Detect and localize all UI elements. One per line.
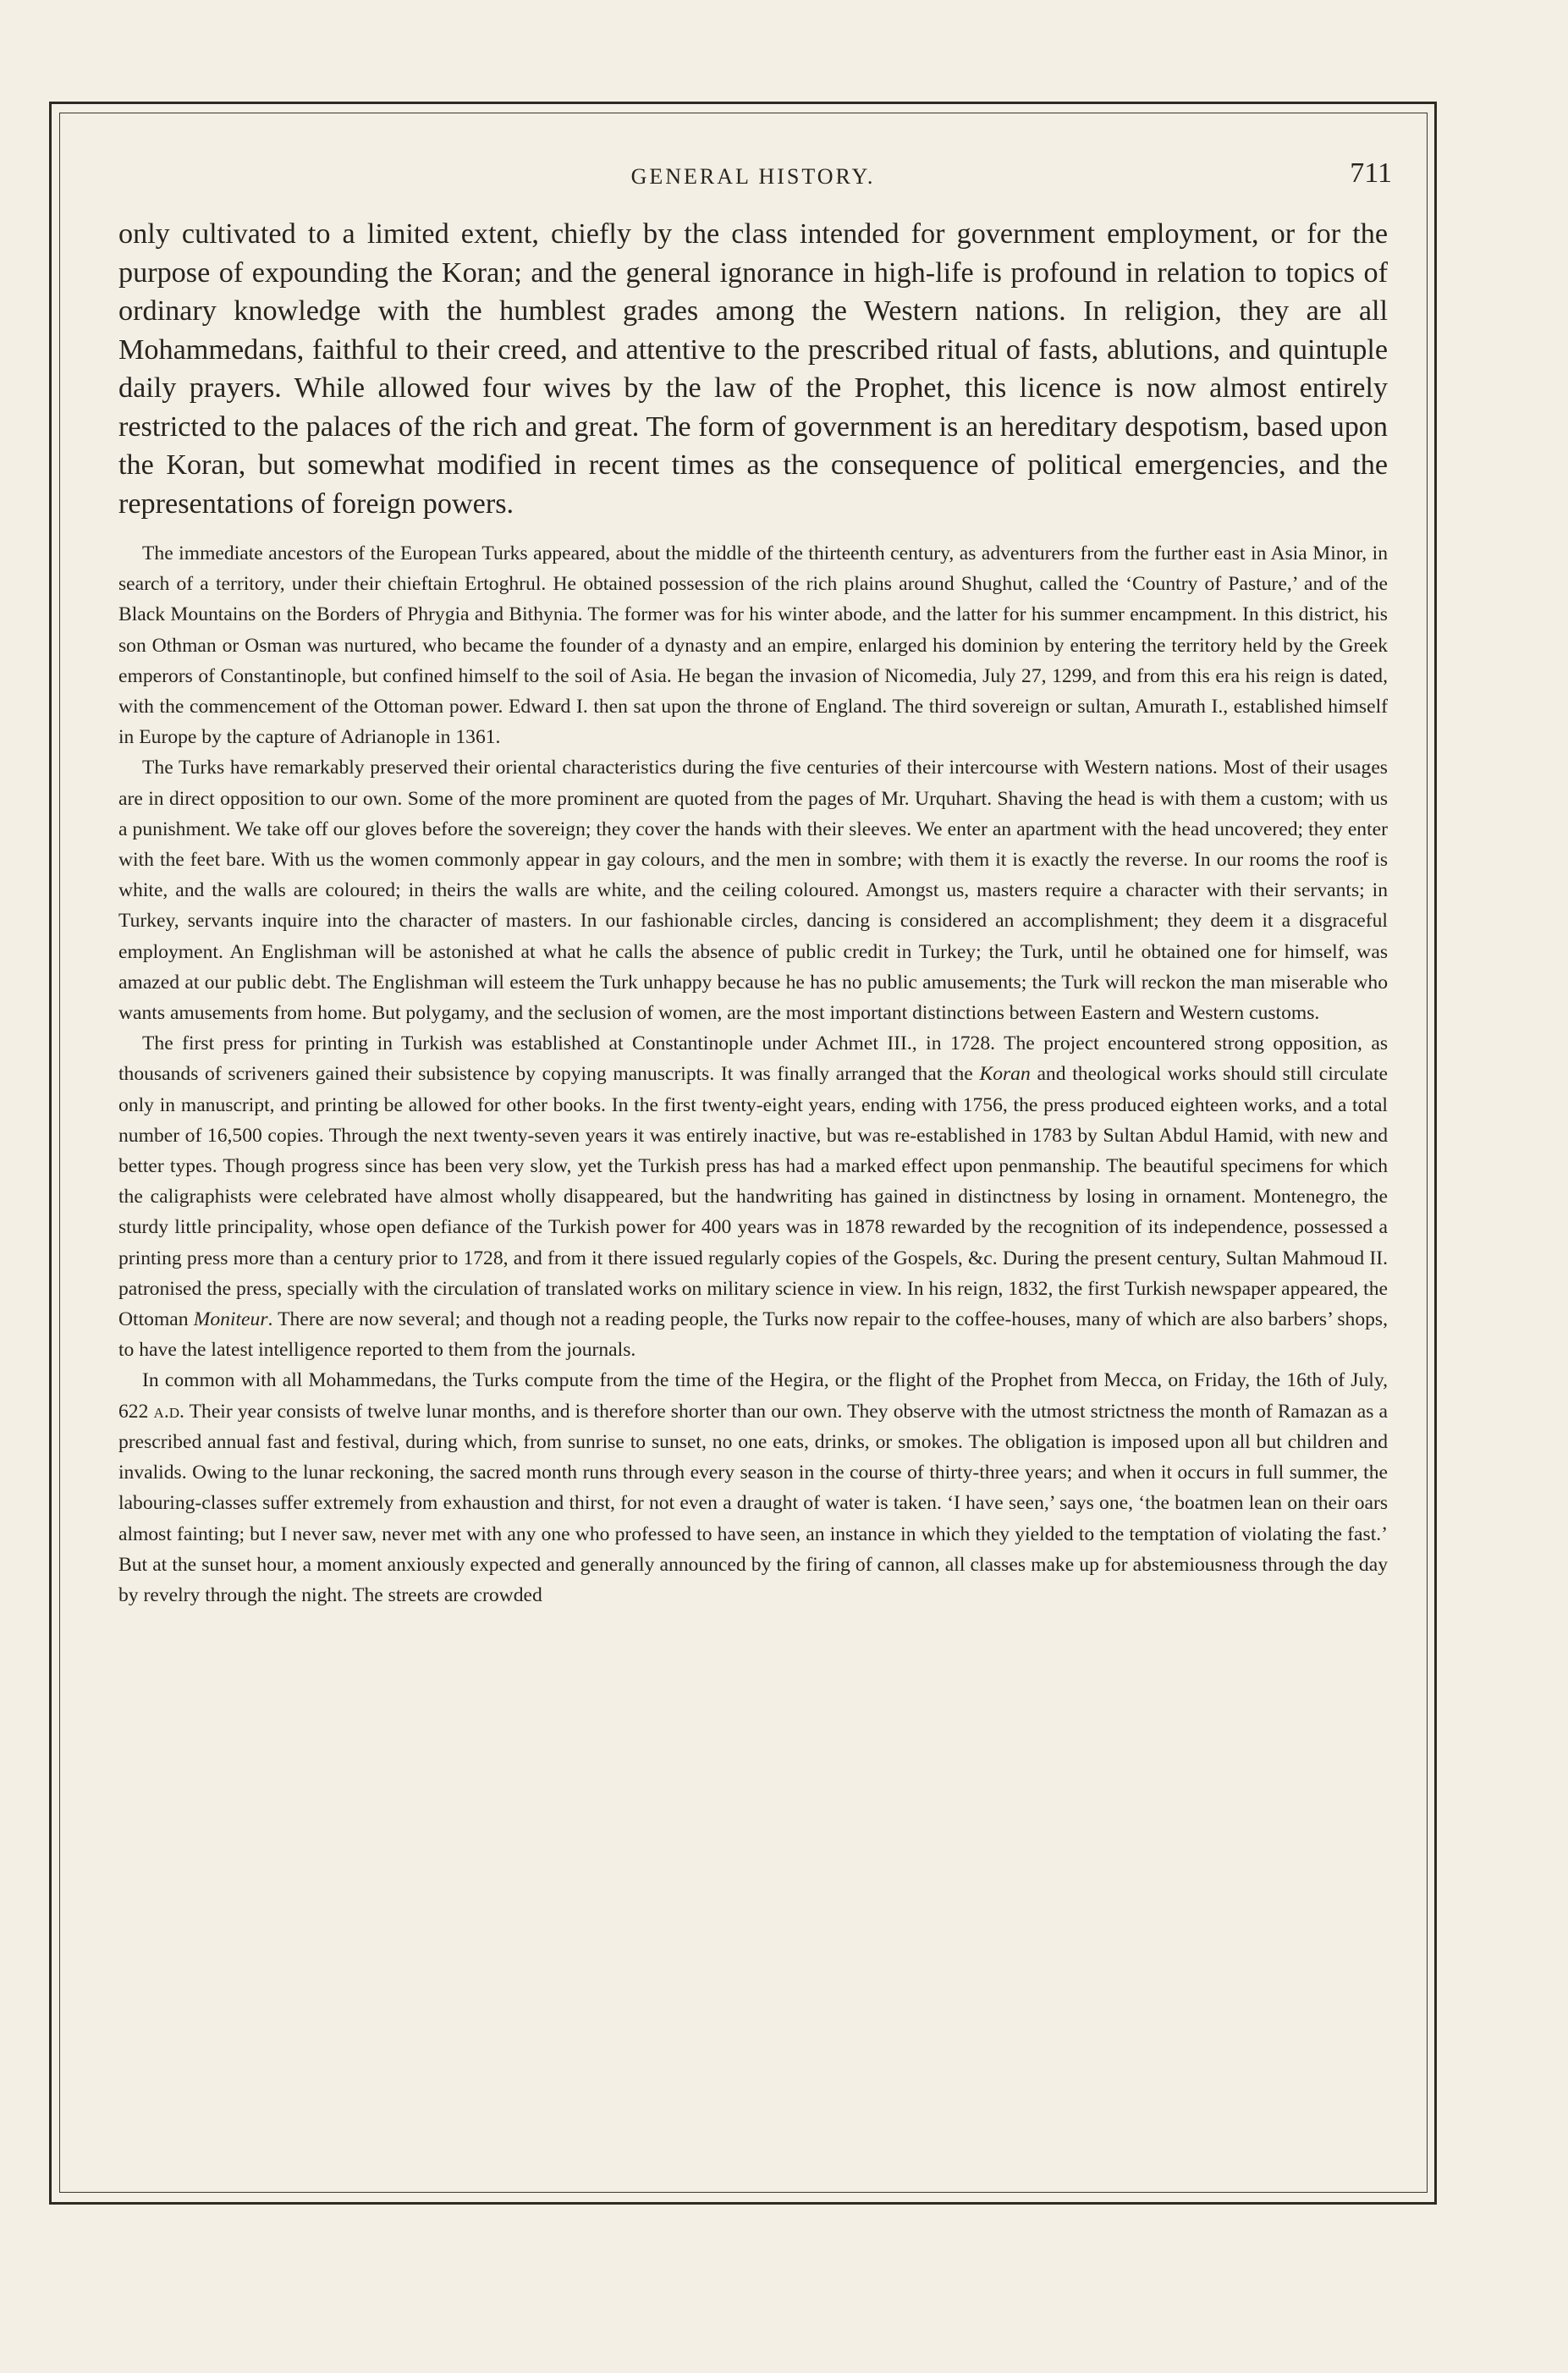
page-content — [118, 152, 1392, 1610]
italic-koran: Koran — [979, 1063, 1031, 1086]
paragraph-hegira — [118, 1365, 1388, 1610]
text-run: . There are now several; and though not a reading people, the Turks now repair to the coffee-houses, many of which are also barbers’ shops, to have the latest intelligence reported to them from the journals. — [118, 1308, 1388, 1362]
smallcaps-ad: a.d. — [153, 1400, 184, 1423]
running-head — [118, 152, 1392, 196]
text-run: In common with all Mohammedans, the Turks compute from the time of the Hegira, or the flight of the Prophet from Mecca, on Friday, the 16th of July, 622 — [118, 1369, 1388, 1423]
lead-paragraph: only cultivated to a limited extent, chiefly by the class intended for government employment, or for the purpose of expounding the Koran; and the general ignorance in high-life is profound in relation to topics of ordinary knowledge with the humblest grades among the Western nations. In religion, they are all Mohammedans, faithful to their creed, and attentive to the prescribed ritual of fasts, ablutions, and quintuple daily prayers. While allowed four wives by the law of the Prophet, this licence is now almost entirely restricted to the palaces of the rich and great. The form of government is an hereditary despotism, based upon the Koran, but somewhat modified in recent times as the consequence of political emergencies, and the representations of foreign powers. — [118, 218, 1388, 520]
text-run: Their year consists of twelve lunar months, and is therefore shorter than our own. They observe with the utmost strictness the month of Ramazan as a prescribed annual fast and festival, during which, from sunrise to sunset, no one eats, drinks, or smokes. The obligation is imposed upon all but children and invalids. Owing to the lunar reckoning, the sacred month runs through every season in the course of thirty-three years; and when it occurs in full summer, the labouring-classes suffer extremely from exhaustion and thirst, for not even a draught of water is taken. ‘I have seen,’ says one, ‘the boatmen lean on their oars almost fainting; but I never saw, never met with any one who professed to have seen, an instance in which they yielded to the temptation of violating the fast.’ But at the sunset hour, a moment anxiously expected and generally announced by the firing of cannon, all classes make up for abstemiousness through the day by revelry through the night. The streets are crowded — [118, 1400, 1389, 1606]
text-run: The first press for printing in Turkish was established at Constantinople under Achmet III., in 1728. The project encountered strong opposition, as thousands of scriveners gained their subsistence by copying manuscripts. It was finally arranged that the — [118, 1032, 1388, 1086]
paragraph-printing-press — [118, 1028, 1388, 1365]
italic-moniteur: Moniteur — [193, 1308, 268, 1331]
running-title: GENERAL HISTORY. — [630, 164, 876, 189]
body-text — [118, 538, 1388, 1610]
page-number: 711 — [1350, 157, 1392, 189]
paragraph-ancestors: The immediate ancestors of the European Turks appeared, about the middle of the thirteenth century, as adventurers from the further east in Asia Minor, in search of a territory, under their chieftain Ertoghrul. He obtained possession of the rich plains around Shughut, called the ‘Country of Pasture,’ and of the Black Mountains on the Borders of Phrygia and Bithynia. The former was for his winter abode, and the latter for his summer encampment. In this district, his son Othman or Osman was nurtured, who became the founder of a dynasty and an empire, enlarged his dominion by entering the territory held by the Greek emperors of Constantinople, but confined himself to the soil of Asia. He began the invasion of Nicomedia, July 27, 1299, and from this era his reign is dated, with the commencement of the Ottoman power. Edward I. then sat upon the throne of England. The third sovereign or sultan, Amurath I., established himself in Europe by the capture of Adrianople in 1361. — [118, 542, 1388, 749]
text-run: and theological works should still circulate only in manuscript, and printing be allowed for other books. In the first twenty-eight years, ending with 1756, the press produced eighteen works, and a total number of 16,500 copies. Through the next twenty-seven years it was entirely inactive, but was re-established in 1783 by Sultan Abdul Hamid, with new and better types. Though progress since has been very slow, yet the Turkish press has had a marked effect upon penmanship. The beautiful specimens for which the caligraphists were celebrated have almost wholly disappeared, but the handwriting has gained in distinctness by losing in ornament. Montenegro, the sturdy little principality, whose open defiance of the Turkish power for 400 years was in 1878 rewarded by the recognition of its independence, possessed a printing press more than a century prior to 1728, and from it there issued regularly copies of the Gospels, &c. During the present century, Sultan Mahmoud II. patronised the press, specially with the circulation of translated works on military science in view. In his reign, 1832, the first Turkish newspaper appeared, the Ottoman — [118, 1063, 1388, 1331]
paragraph-characteristics: The Turks have remarkably preserved their oriental characteristics during the five centuries of their intercourse with Western nations. Most of their usages are in direct opposition to our own. Some of the more prominent are quoted from the pages of Mr. Urquhart. Shaving the head is with them a custom; with us a punishment. We take off our gloves before the sovereign; they cover the hands with their sleeves. We enter an apartment with the head uncovered; they enter with the feet bare. With us the women commonly appear in gay colours, and the men in sombre; with them it is exactly the reverse. In our rooms the roof is white, and the walls are coloured; in theirs the walls are white, and the ceiling coloured. Amongst us, masters require a character with their servants; in Turkey, servants inquire into the character of masters. In our fashionable circles, dancing is considered an accomplishment; they deem it a disgraceful employment. An Englishman will be astonished at what he calls the absence of public credit in Turkey; the Turk, until he obtained one for himself, was amazed at our public debt. The Englishman will esteem the Turk unhappy because he has no public amusements; the Turk will reckon the man miserable who wants amusements from home. But polygamy, and the seclusion of women, are the most important distinctions between Eastern and Western customs. — [118, 757, 1388, 1025]
